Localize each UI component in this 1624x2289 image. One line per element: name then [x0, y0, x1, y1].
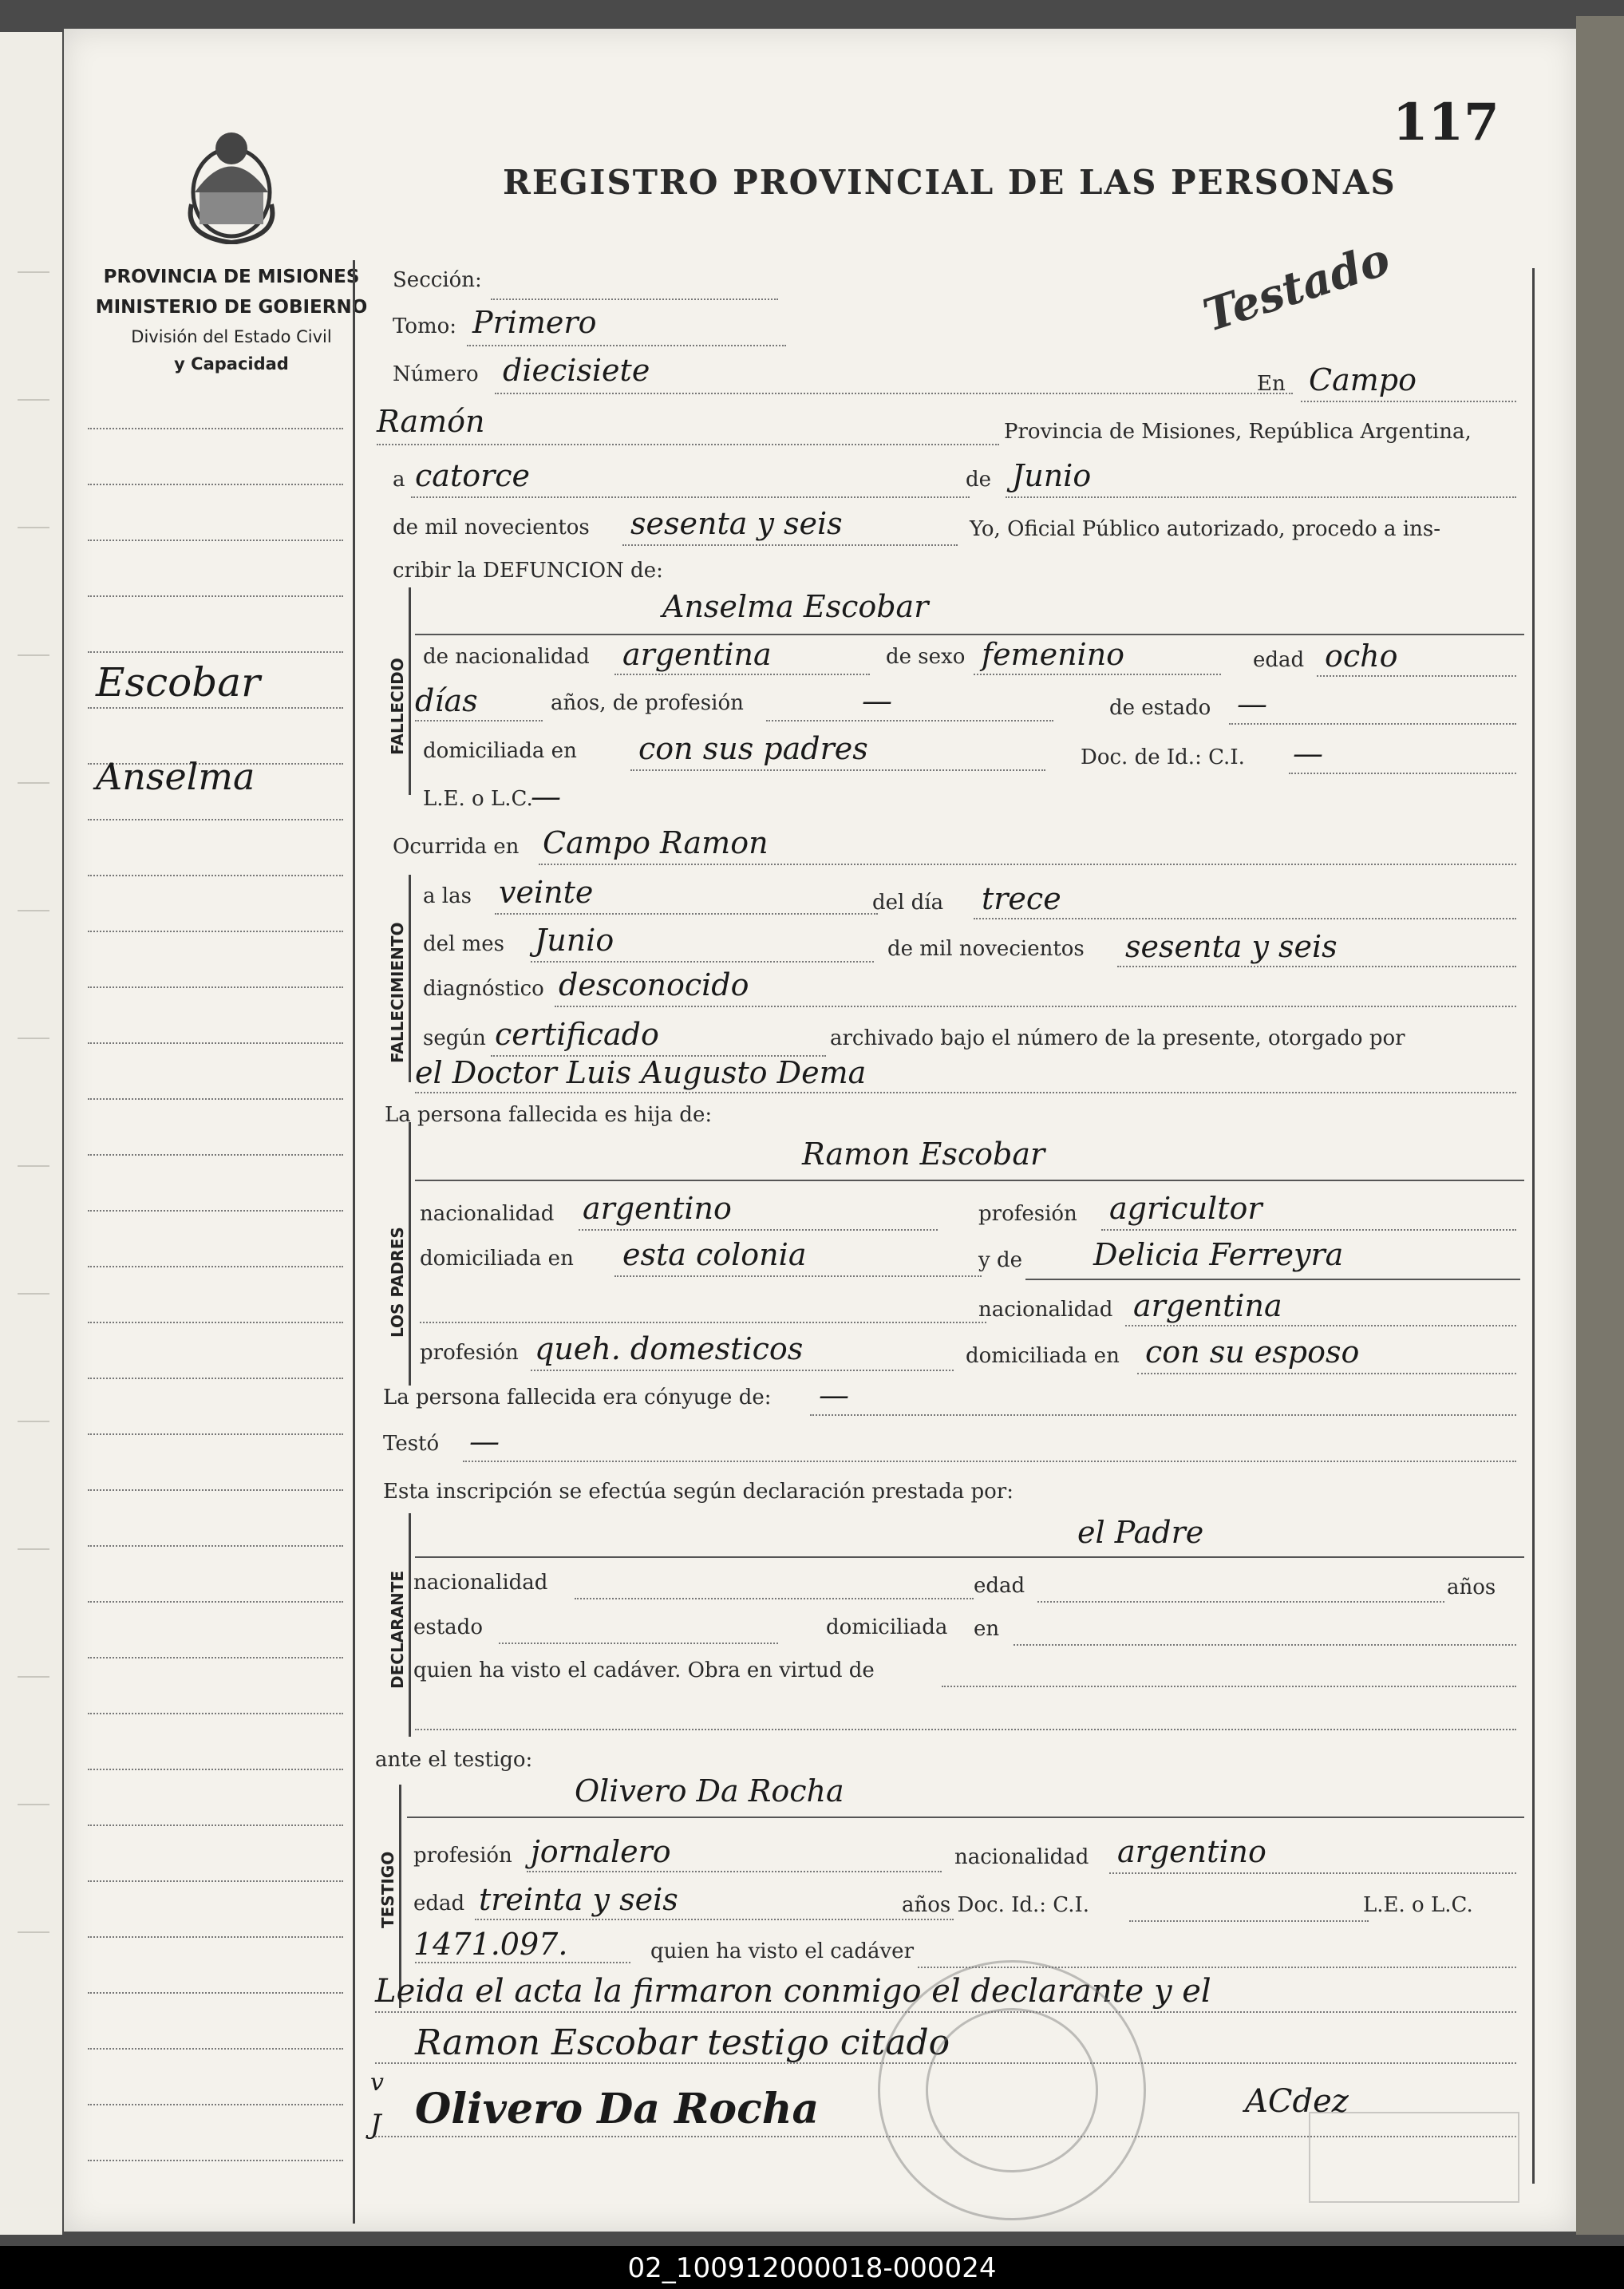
profesion-value: — [862, 683, 892, 718]
doc-label: Doc. de Id.: C.I. [1081, 745, 1245, 769]
day-value: catorce [415, 458, 531, 493]
declarante-anos-label: años [1447, 1575, 1496, 1599]
declarante-bracket [409, 1513, 411, 1737]
officer-rubber-stamp [1309, 2112, 1519, 2203]
a-label: a [393, 468, 405, 492]
fallecido-section-label: FALLECIDO [388, 658, 407, 755]
padre-dom-label: domiciliada en [420, 1247, 574, 1271]
madre-nac-value: argentina [1133, 1288, 1282, 1323]
dias-value: días [415, 683, 478, 718]
segun-value: certificado [495, 1017, 659, 1052]
margin-divider [353, 260, 355, 2224]
right-border [1532, 268, 1535, 2184]
nacionalidad-label: de nacionalidad [423, 645, 590, 669]
testigo-edad-label: edad [413, 1892, 465, 1915]
testigo-section-label: TESTIGO [378, 1851, 397, 1928]
mark-v: v [370, 2069, 384, 2097]
dia-value: trece [982, 881, 1061, 916]
testigo-nac-label: nacionalidad [954, 1845, 1089, 1869]
closing-line-1: Leida el acta la firmaron conmigo el declarante y el [375, 1973, 1211, 2010]
madre-prof-value: queh. domesticos [535, 1331, 804, 1366]
dia-label: del día [872, 891, 944, 915]
argentina-coat-of-arms-icon [184, 125, 279, 244]
inscribe-text: cribir la DEFUNCION de: [393, 559, 663, 583]
archivado-text: archivado bajo el número de la presente, otorgado por [830, 1026, 1405, 1050]
padre-nac-value: argentino [583, 1191, 732, 1226]
closing-line-2: Ramon Escobar testigo citado [415, 2022, 950, 2063]
folio-number: 117 [1393, 93, 1500, 152]
declarante-dom-label: domiciliada [826, 1615, 948, 1639]
yde-label: y de [978, 1248, 1022, 1272]
book-binding [1576, 16, 1624, 2235]
hora-value: veinte [499, 875, 594, 910]
diag-value: desconocido [559, 967, 749, 1002]
numero-label: Número [393, 362, 479, 386]
fallecimiento-bracket [409, 875, 411, 1082]
declarante-nac-label: nacionalidad [413, 1571, 548, 1595]
testo-label: Testó [383, 1432, 440, 1456]
conyuge-label: La persona fallecida era cónyuge de: [383, 1386, 772, 1409]
padre-nac-label: nacionalidad [420, 1202, 555, 1226]
testigo-nac-value: argentino [1117, 1834, 1266, 1869]
conyuge-value: — [819, 1378, 849, 1413]
edad-value: ocho [1325, 638, 1398, 674]
institution-capacidad: y Capacidad [174, 354, 289, 374]
estado-label: de estado [1109, 696, 1211, 720]
mark-j: J [370, 2109, 381, 2141]
sexo-label: de sexo [886, 645, 966, 669]
le-label: L.E. o L.C. [423, 787, 533, 811]
death-record-page [64, 29, 1576, 2232]
fallecido-name: Anselma Escobar [662, 589, 929, 624]
anos-profesion-label: años, de profesión [551, 691, 744, 715]
margin-given-name: Anselma [96, 755, 255, 798]
declarante-name: el Padre [1077, 1515, 1204, 1550]
anio-value: sesenta y seis [1125, 929, 1338, 964]
madre-prof-label: profesión [420, 1341, 519, 1365]
testigo-doc-value: 1471.097. [413, 1927, 568, 1962]
year-value: sesenta y seis [630, 506, 843, 541]
declarante-intro: Esta inscripción se efectúa según declaración prestada por: [383, 1480, 1014, 1504]
en-label: En [1257, 372, 1286, 396]
padre-prof-value: agricultor [1109, 1191, 1262, 1226]
segun-label: según [423, 1026, 486, 1050]
witness-signature: Olivero Da Rocha [415, 2085, 820, 2133]
officer-text: Yo, Oficial Público autorizado, procedo a ins- [970, 517, 1441, 541]
doc-value: — [1293, 736, 1323, 771]
institution-province: PROVINCIA DE MISIONES [103, 267, 360, 287]
diag-label: diagnóstico [423, 977, 544, 1001]
numero-value: diecisiete [503, 353, 650, 388]
testigo-name: Olivero Da Rocha [575, 1773, 844, 1809]
ocurrida-label: Ocurrida en [393, 835, 520, 859]
madre-dom-label: domiciliada en [966, 1344, 1120, 1368]
fallecimiento-section-label: FALLECIMIENTO [388, 922, 407, 1063]
padre-dom-value: esta colonia [622, 1237, 807, 1272]
testigo-edad-value: treinta y seis [479, 1882, 678, 1917]
testado-stamp: Testado [1197, 232, 1397, 342]
tomo-value: Primero [472, 305, 597, 340]
seccion-label: Sección: [393, 268, 482, 292]
declarante-edad-label: edad [974, 1574, 1025, 1598]
testigo-intro: ante el testigo: [375, 1748, 533, 1772]
doctor-value: el Doctor Luis Augusto Dema [415, 1055, 867, 1090]
hora-label: a las [423, 884, 472, 908]
testigo-doc-label: años Doc. Id.: C.I. [902, 1893, 1090, 1917]
month-value: Junio [1012, 458, 1092, 493]
domicilio-value: con sus padres [638, 731, 868, 766]
page-title: REGISTRO PROVINCIAL DE LAS PERSONAS [503, 163, 1397, 202]
file-identifier-bar [0, 2246, 1624, 2289]
madre-dom-value: con su esposo [1145, 1334, 1360, 1370]
testigo-prof-value: jornalero [531, 1834, 671, 1869]
padres-bracket [409, 1122, 411, 1386]
testo-value: — [469, 1424, 500, 1459]
testigo-le-label: L.E. o L.C. [1363, 1893, 1473, 1917]
place-value: Ramón [377, 404, 485, 439]
official-seal-inner [926, 2008, 1098, 2172]
mes-label: del mes [423, 932, 504, 956]
testigo-visto-text: quien ha visto el cadáver [650, 1939, 915, 1963]
padre-name: Ramon Escobar [802, 1137, 1045, 1172]
padres-intro: La persona fallecida es hija de: [385, 1103, 713, 1127]
officer-signature-mark: ACdez [1245, 2083, 1349, 2120]
institution-ministry: MINISTERIO DE GOBIERNO [95, 297, 368, 318]
en-value: Campo [1309, 362, 1417, 397]
declarante-visto-text: quien ha visto el cadáver. Obra en virtud de [413, 1658, 875, 1682]
estado-value: — [1237, 686, 1267, 721]
domicilio-label: domiciliada en [423, 739, 577, 763]
file-id: 02_100912000018-000024 [627, 2252, 997, 2284]
year-label: de mil novecientos [393, 516, 590, 540]
ocurrida-value: Campo Ramon [543, 825, 769, 860]
le-value: — [531, 779, 561, 814]
madre-nac-label: nacionalidad [978, 1298, 1113, 1322]
de-label: de [966, 468, 992, 492]
fallecido-bracket [409, 587, 411, 795]
padres-section-label: LOS PADRES [388, 1227, 407, 1338]
edad-label: edad [1253, 648, 1305, 672]
nacionalidad-value: argentina [622, 637, 772, 672]
madre-name: Delicia Ferreyra [1093, 1237, 1344, 1272]
testigo-prof-label: profesión [413, 1844, 512, 1868]
padre-prof-label: profesión [978, 1202, 1077, 1226]
anio-label: de mil novecientos [887, 937, 1085, 961]
margin-surname: Escobar [96, 659, 260, 706]
tomo-label: Tomo: [393, 314, 457, 338]
declarante-en-label: en [974, 1617, 1000, 1641]
province-text: Provincia de Misiones, República Argentina, [1004, 420, 1472, 444]
institution-division: División del Estado Civil [131, 327, 332, 346]
declarante-section-label: DECLARANTE [388, 1570, 407, 1689]
facing-page-edge [0, 32, 62, 2235]
declarante-estado-label: estado [413, 1615, 483, 1639]
mes-value: Junio [535, 923, 614, 958]
sexo-value: femenino [982, 637, 1125, 672]
